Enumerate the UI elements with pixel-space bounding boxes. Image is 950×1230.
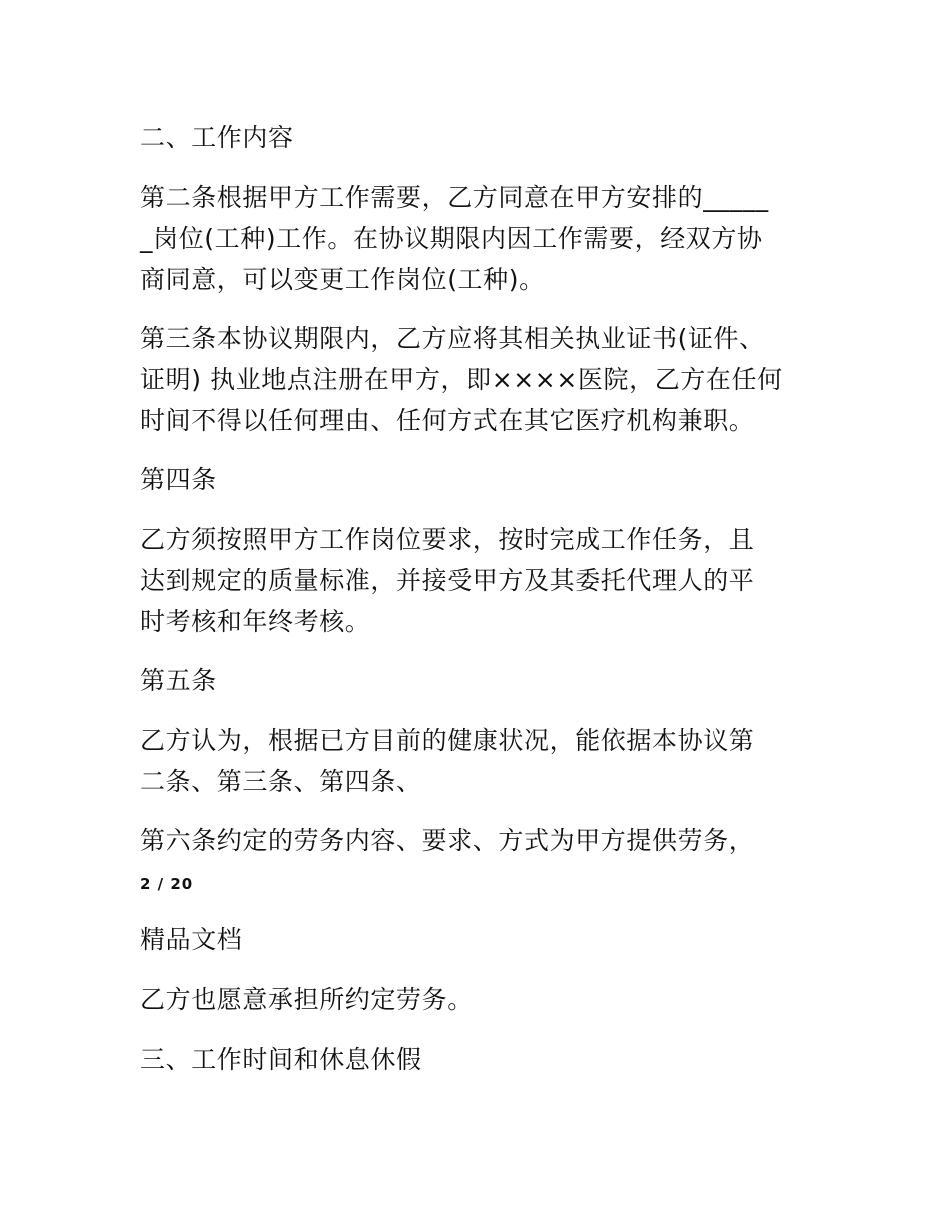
heading-text: 二、工作内容 xyxy=(140,123,294,152)
article-5-heading xyxy=(140,660,812,701)
section-heading-work-hours xyxy=(140,1039,812,1080)
heading-text: 三、工作时间和休息休假 xyxy=(140,1045,422,1074)
article-3-line-1: 第三条本协议期限内，乙方应将其相关执业证书(证件、 xyxy=(140,324,765,353)
continuation-text: 乙方也愿意承担所约定劳务。 xyxy=(140,985,473,1014)
section-heading-work-content xyxy=(140,117,812,158)
article-3-line-2: 证明) 执业地点注册在甲方，即××××医院，乙方在任何 xyxy=(140,365,783,394)
article-2-line-1: 第二条根据甲方工作需要，乙方同意在甲方安排的_____ xyxy=(140,183,769,212)
page-header-label xyxy=(140,919,812,960)
continuation-paragraph xyxy=(140,979,812,1020)
heading-text: 第四条 xyxy=(140,465,217,494)
article-3-paragraph xyxy=(140,318,812,441)
heading-text: 第五条 xyxy=(140,666,217,695)
article-2-line-2: _岗位(工种)工作。在协议期限内因工作需要，经双方协 xyxy=(140,224,763,253)
article-5-line-2: 二条、第三条、第四条、 xyxy=(140,767,422,796)
article-4-paragraph xyxy=(140,519,812,642)
article-4-heading xyxy=(140,459,812,500)
article-3-line-3: 时间不得以任何理由、任何方式在其它医疗机构兼职。 xyxy=(140,406,755,435)
article-4-line-3: 时考核和年终考核。 xyxy=(140,607,371,636)
article-2-line-3: 商同意，可以变更工作岗位(工种)。 xyxy=(140,265,545,294)
article-6-paragraph xyxy=(140,820,812,861)
header-text: 精品文档 xyxy=(140,925,243,954)
article-5-paragraph xyxy=(140,720,812,802)
page-number: 2 / 20 xyxy=(140,875,194,893)
article-4-line-1: 乙方须按照甲方工作岗位要求，按时完成工作任务，且 xyxy=(140,525,755,554)
article-2-paragraph xyxy=(140,177,812,300)
article-4-line-2: 达到规定的质量标准，并接受甲方及其委托代理人的平 xyxy=(140,566,755,595)
article-6-line-1: 第六条约定的劳务内容、要求、方式为甲方提供劳务， xyxy=(140,826,755,855)
article-5-line-1: 乙方认为，根据已方目前的健康状况，能依据本协议第 xyxy=(140,726,755,755)
